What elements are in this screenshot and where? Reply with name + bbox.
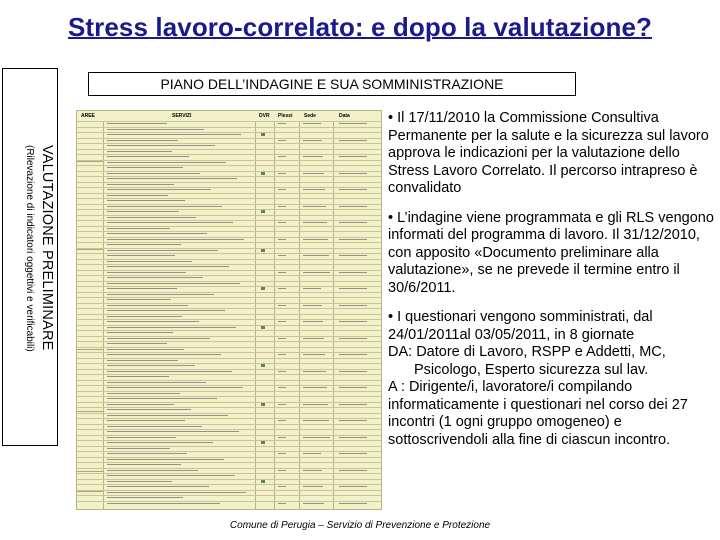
table-cell-text [107,497,183,498]
table-cell-text [339,222,367,223]
table-cell-text [303,503,324,504]
table-cell-text [303,140,322,141]
table-cell-text [303,404,328,405]
table-cell-text [339,321,367,322]
table-cell-text [107,162,226,163]
table-cell-text [339,255,367,256]
table-cell-text [107,272,186,273]
table-cell-text [107,321,199,322]
table-cell-text [339,420,367,421]
table-cell-text [107,426,202,427]
table-cell-text [107,167,183,168]
table-cell-text [107,409,191,410]
side-sub-label: (Rilevazione di indicatori oggettivi e verificabili) [24,145,35,352]
table-cell-text [107,338,210,339]
table-cell-text [303,288,321,289]
table-cell-text [339,140,367,141]
table-cell-text [107,250,218,251]
table-dvr-marker [261,249,265,252]
table-cell-text [107,195,168,196]
table-cell-text [107,211,179,212]
table-cell-text [107,255,175,256]
table-cell-text [278,387,286,388]
table-cell-text [107,178,237,179]
table-cell-text [107,222,233,223]
footer-credit: Comune di Perugia – Servizio di Prevenzione e Protezione [229,520,491,531]
table-cell-text [278,123,286,124]
table-cell-text [107,404,174,405]
table-cell-text [107,233,207,234]
table-cell-text [107,288,177,289]
table-dvr-marker [261,133,265,136]
table-cell-text [107,365,195,366]
table-cell-text [303,453,321,454]
table-dvr-marker [261,403,265,406]
table-cell-text [107,129,204,130]
table-cell-text [107,217,196,218]
table-dvr-marker [261,480,265,483]
table-cell-text [107,294,214,295]
table-cell-text [278,354,286,355]
table-cell-text [303,239,328,240]
table-cell-text [107,123,167,124]
table-cell-text [339,404,367,405]
table-cell-text [107,277,203,278]
table-cell-text [303,173,324,174]
table-cell-text [339,470,367,471]
table-cell-text [339,437,367,438]
table-dvr-marker [261,326,265,329]
bullet-3-line2: DA: Datore di Lavoro, RSPP e Addetti, MC, [388,344,666,360]
table-cell-text [107,448,170,449]
bullet-list [388,110,718,461]
table-header-sede: Sede [304,113,316,119]
table-cell-text [278,321,286,322]
table-cell-text [303,387,327,388]
table-cell-text [303,222,327,223]
table-cell-text [107,266,229,267]
table-cell-text [278,140,286,141]
table-cell-text [107,332,173,333]
table-cell-text [107,431,239,432]
table-cell-text [303,189,325,190]
table-cell-text [278,156,286,157]
survey-schedule-table-image [76,110,382,510]
table-cell-text [278,338,286,339]
table-cell-text [339,272,367,273]
table-cell-text [107,503,220,504]
table-cell-text [107,184,174,185]
table-cell-text [278,222,286,223]
bullet-2: • L’indagine viene programmata e gli RLS vengono informati del programma di lavoro. Il 31/12/2010, con apposito «Documento preliminare alla valutazione», se ne prevede il termine entro il 30/6/2011. [388,209,714,296]
table-cell-text [339,371,367,372]
bullet-3-line3: Psicologo, Esperto sicurezza sul lav. [414,361,649,378]
table-cell-text [278,272,286,273]
table-cell-text [303,470,322,471]
bullet-3-line1: • I questionari vengono somministrati, dal 24/01/2011al 03/05/2011, in 8 giornate [388,309,653,343]
table-cell-text [278,470,286,471]
table-dvr-marker [261,364,265,367]
table-cell-text [107,442,213,443]
table-cell-text [339,173,367,174]
table-grid [77,121,381,509]
table-cell-text [303,321,323,322]
table-cell-text [278,404,286,405]
table-cell-text [107,387,243,388]
table-cell-text [278,503,286,504]
table-cell-text [107,459,224,460]
table-cell-text [107,228,170,229]
table-cell-text [107,299,171,300]
table-cell-text [107,464,181,465]
table-cell-text [278,288,286,289]
table-cell-text [303,206,326,207]
table-cell-text [107,481,172,482]
table-cell-text [107,492,246,493]
table-cell-text [303,371,326,372]
table-cell-text [107,360,178,361]
table-cell-text [107,261,192,262]
table-cell-text [107,437,176,438]
side-text [1,69,57,447]
table-cell-text [107,382,206,383]
table-cell-text [278,255,286,256]
table-header [77,111,381,121]
bullet-3-line4: A : Dirigente/i, lavoratore/i compilando informaticamente i questionari nel corso dei 27 incontri (1 ogni gruppo omogeneo) e sottoscrivendoli alla fine di ciascun incontro. [388,379,688,448]
table-cell-text [278,189,286,190]
table-cell-text [107,420,185,421]
table-cell-text [278,486,286,487]
table-cell-text [303,305,322,306]
table-cell-text [107,371,232,372]
table-dvr-marker [261,441,265,444]
table-cell-text [107,140,178,141]
side-main-label: VALUTAZIONE PRELIMINARE [39,145,55,351]
table-cell-text [107,475,235,476]
table-cell-text [339,156,367,157]
table-cell-text [107,470,198,471]
table-cell-text [107,305,188,306]
table-header-dvr: DVR [259,113,270,119]
table-header-servizi: SERVIZI [172,113,192,119]
table-cell-text [339,486,367,487]
table-cell-text [107,151,172,152]
table-cell-text [107,349,184,350]
table-cell-text [339,503,367,504]
table-cell-text [278,305,286,306]
table-cell-text [107,189,211,190]
table-cell-text [278,173,286,174]
side-panel [2,68,58,446]
table-header-aree: AREE [81,113,95,119]
table-cell-text [339,354,367,355]
table-cell-text [107,486,209,487]
table-cell-text [107,145,215,146]
table-header-data: Data [339,113,350,119]
table-cell-text [303,255,329,256]
table-cell-text [303,272,330,273]
table-cell-text [339,288,367,289]
table-cell-text [107,398,217,399]
table-cell-text [339,239,367,240]
table-cell-text [339,387,367,388]
table-cell-text [303,437,330,438]
table-cell-text [107,376,169,377]
table-header-plessi: Plessi [278,113,293,119]
table-cell-text [303,420,329,421]
table-cell-text [107,415,228,416]
bullet-1: • Il 17/11/2010 la Commissione Consultiva Permanente per la salute e la sicurezza sul lavoro approva le indicazioni per la valutazione dello Stress Lavoro Correlato. Il percorso intrapreso è convalidato [388,110,709,196]
table-cell-text [107,354,221,355]
table-cell-text [339,123,367,124]
table-cell-text [339,206,367,207]
table-cell-text [107,173,200,174]
table-cell-text [107,239,244,240]
table-cell-text [278,453,286,454]
table-cell-text [107,244,181,245]
table-cell-text [107,393,180,394]
table-cell-text [107,327,236,328]
table-cell-text [107,134,241,135]
table-cell-text [107,200,185,201]
table-cell-text [278,239,286,240]
table-cell-text [278,420,286,421]
table-cell-text [107,453,187,454]
table-cell-text [339,453,367,454]
table-cell-text [303,123,321,124]
table-cell-text [278,206,286,207]
table-cell-text [303,338,324,339]
table-cell-text [278,371,286,372]
bullet-3 [388,309,718,449]
table-cell-text [107,343,167,344]
table-cell-text [107,316,182,317]
table-cell-text [339,338,367,339]
table-cell-text [339,305,367,306]
table-cell-text [278,437,286,438]
table-cell-text [303,354,325,355]
table-cell-text [107,206,222,207]
table-cell-text [303,486,323,487]
table-cell-text [303,156,323,157]
section-subtitle: PIANO DELL’INDAGINE E SUA SOMMINISTRAZIONE [88,72,576,96]
table-dvr-marker [261,172,265,175]
table-dvr-marker [261,287,265,290]
table-cell-text [107,156,189,157]
table-dvr-marker [261,210,265,213]
page-title: Stress lavoro-correlato: e dopo la valutazione? [67,12,653,42]
table-cell-text [339,189,367,190]
table-cell-text [107,310,225,311]
table-cell-text [107,283,240,284]
